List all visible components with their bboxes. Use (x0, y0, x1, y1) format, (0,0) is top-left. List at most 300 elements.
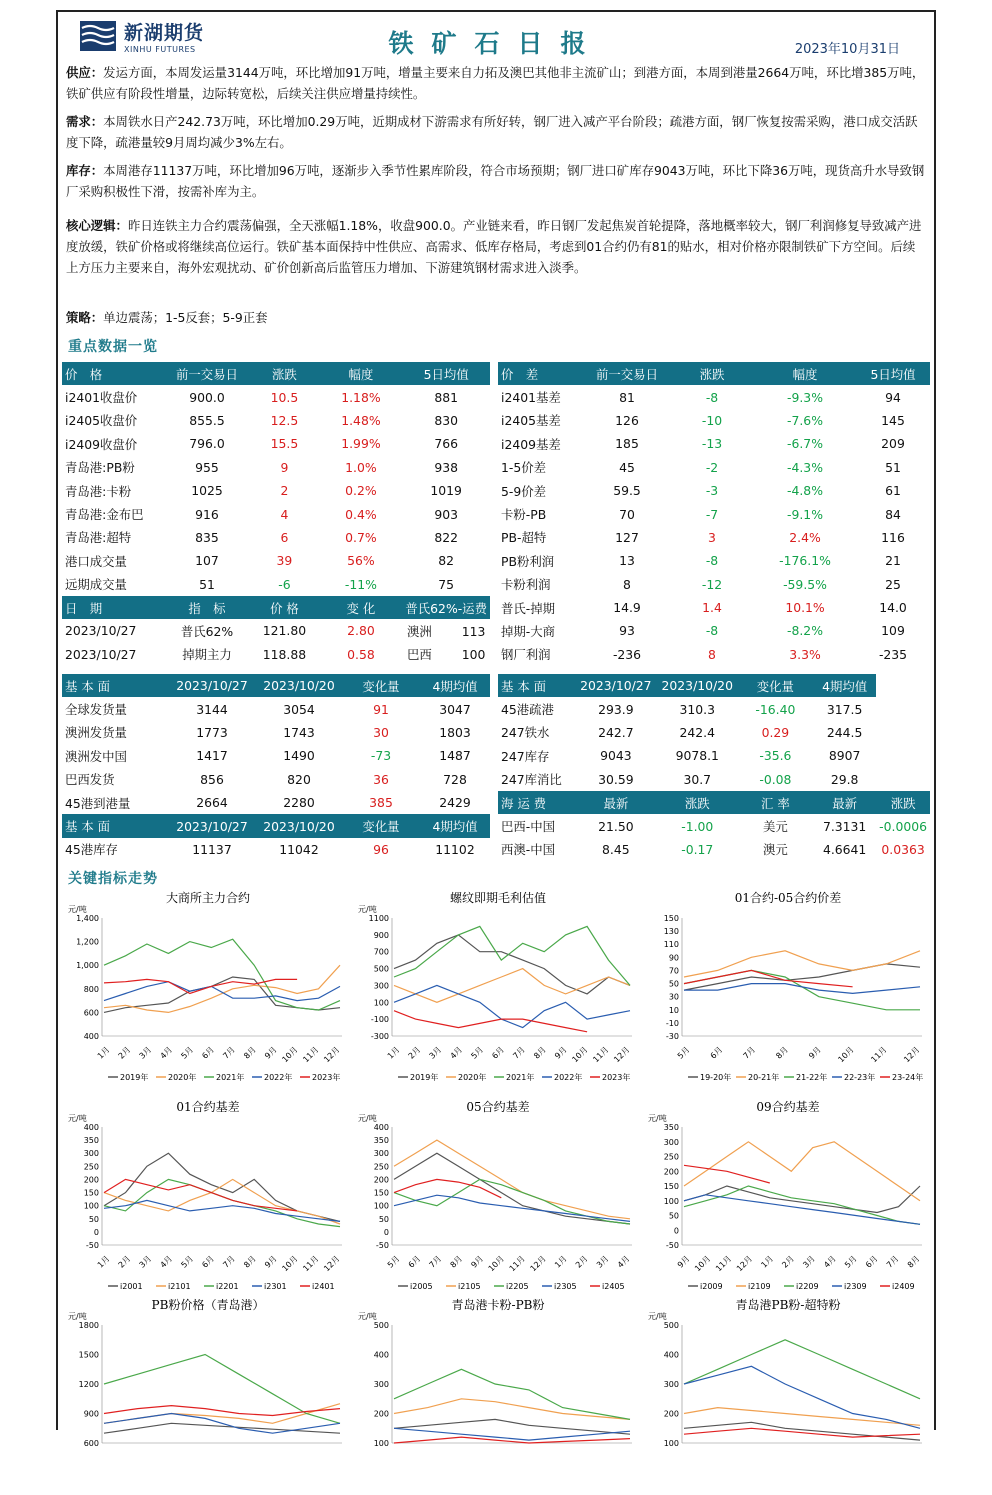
y-tick-label: -10 (665, 1018, 679, 1028)
table-row (62, 549, 490, 572)
chart-8 (646, 1295, 930, 1495)
legend-label: 20-21年 (748, 1073, 780, 1082)
chart-title: 青岛港卡粉-PB粉 (451, 1298, 545, 1312)
table-cell: 881 (434, 389, 459, 405)
table-row (62, 385, 490, 408)
table-cell: -4.3% (787, 459, 823, 475)
chart-2 (646, 888, 930, 1088)
table-row (498, 526, 930, 549)
y-tick-label: 0 (673, 1226, 679, 1236)
table-row (498, 409, 930, 432)
x-tick-label: 10月 (486, 1254, 506, 1274)
chart-title: PB粉价格（青岛港） (151, 1298, 265, 1312)
table-row (498, 721, 930, 744)
table-cell: 涨跌 (670, 362, 754, 385)
table-cell: 118.88 (262, 646, 307, 662)
y-tick-label: 600 (83, 1008, 99, 1018)
y-tick-label: 400 (373, 1123, 389, 1132)
table-row (62, 456, 490, 479)
table-cell: 145 (881, 412, 905, 428)
supply-label: 供应： (66, 65, 104, 80)
table-cell: -0.08 (759, 771, 792, 787)
table-cell: 9043 (600, 748, 632, 764)
table-cell: 2023/10/20 (256, 674, 342, 697)
x-tick-label: 10月 (280, 1045, 300, 1065)
table-row (498, 573, 930, 596)
table-cell: PB粉利润 (501, 553, 555, 569)
table-cell: 4期均值 (420, 814, 490, 837)
table-cell: 242.7 (598, 724, 634, 740)
y-tick-label: 130 (663, 927, 679, 937)
table-cell (402, 619, 490, 642)
legend-label: 2023年 (312, 1073, 341, 1082)
table-cell: 9078.1 (675, 748, 719, 764)
legend-label: i2401 (312, 1282, 335, 1291)
chart-unit: 元/吨 (358, 1114, 377, 1123)
chart-title: 大商所主力合约 (165, 891, 251, 905)
chart-title: 05合约基差 (466, 1100, 530, 1114)
x-tick-label: 2月 (116, 1254, 133, 1270)
x-tick-label: 12月 (322, 1254, 342, 1274)
y-tick-label: 350 (83, 1136, 99, 1146)
x-tick-label: 7月 (884, 1254, 901, 1270)
table-cell: i2401基差 (501, 390, 561, 406)
table-cell: 青岛港:金布巴 (65, 507, 144, 523)
x-tick-label: 3月 (801, 1254, 817, 1270)
chart-0 (66, 888, 350, 1088)
y-tick-label: 1,400 (76, 914, 99, 923)
x-tick-label: 10月 (570, 1045, 590, 1065)
table-cell: 59.5 (613, 483, 641, 499)
y-tick-label: 300 (83, 1149, 99, 1159)
table-cell: -2 (705, 459, 719, 475)
y-tick-label: 150 (83, 1188, 99, 1198)
y-tick-label: 800 (83, 984, 99, 994)
y-tick-label: 30 (668, 992, 679, 1002)
series-line (684, 1165, 770, 1183)
table-cell: 728 (443, 771, 467, 787)
series-line (394, 1369, 630, 1419)
table-row (498, 768, 930, 791)
x-tick-label: 6月 (490, 1045, 506, 1061)
y-tick-label: 200 (663, 1167, 679, 1177)
table-cell: 51 (885, 459, 901, 475)
strategy-label: 策略： (66, 310, 104, 325)
table-cell: 45港库存 (65, 842, 118, 858)
series-line (394, 1428, 630, 1440)
x-tick-label: 5月 (385, 1254, 402, 1270)
table-cell: 82 (438, 553, 455, 569)
legend-label: 2019年 (410, 1073, 439, 1082)
table-header (62, 674, 490, 697)
table-cell: 前一交易日 (165, 362, 250, 385)
table-cell: 1.4 (702, 600, 722, 616)
table-cell: i2401收盘价 (65, 390, 138, 406)
table-cell: 基 本 面 (62, 814, 168, 837)
x-tick-label: 1月 (95, 1045, 112, 1061)
x-tick-label: 8月 (242, 1254, 258, 1270)
table-row (62, 643, 490, 666)
table-cell: 普氏-掉期 (501, 600, 556, 616)
table-cell: i2409收盘价 (65, 436, 138, 452)
key-data-title: 重点数据一览 (68, 339, 158, 355)
series-line (394, 1011, 587, 1032)
y-tick-label: 250 (663, 1152, 679, 1162)
table-cell: -8 (705, 553, 719, 569)
x-tick-label: 7月 (221, 1045, 237, 1061)
y-tick-label: -50 (665, 1241, 679, 1250)
chart-svg (646, 888, 930, 1088)
price-table (62, 362, 490, 666)
series-line (684, 1142, 920, 1201)
x-tick-label: 2月 (406, 1045, 423, 1061)
table-cell: 0.7% (345, 529, 377, 545)
x-tick-label: 12月 (902, 1045, 922, 1065)
table-cell: -73 (370, 748, 392, 764)
table-cell: -0.17 (681, 841, 714, 857)
table-cell: 海 运 费 (498, 791, 575, 814)
table-cell: 127 (615, 529, 639, 545)
chart-title: 螺纹即期毛利估值 (449, 891, 547, 905)
y-tick-label: 0 (93, 1227, 99, 1237)
x-tick-label: 11月 (714, 1254, 734, 1274)
table-cell: -35.6 (759, 748, 792, 764)
table-row (62, 526, 490, 549)
legend-label: i2405 (602, 1282, 625, 1291)
table-row (498, 385, 930, 408)
table-cell: 3047 (439, 701, 471, 717)
legend-label: i2005 (410, 1282, 433, 1291)
chart-title: 01合约-05合约价差 (734, 891, 842, 905)
x-tick-label: 9月 (553, 1045, 569, 1061)
table-cell: 澳洲发中国 (65, 748, 127, 764)
legend-label: i2109 (748, 1282, 771, 1291)
table-cell: 36 (373, 771, 389, 787)
table-cell: 109 (881, 623, 905, 639)
table-cell: 2023/10/27 (575, 674, 657, 697)
y-tick-label: 400 (83, 1123, 99, 1132)
table-cell: 指 标 (165, 596, 250, 619)
table-cell: 8 (708, 646, 716, 662)
table-cell: 4期均值 (420, 674, 490, 697)
y-tick-label: 900 (373, 930, 389, 940)
table-row (498, 456, 930, 479)
legend-label: i2305 (554, 1282, 577, 1291)
report-date: 2023年10月31日 (794, 42, 900, 57)
table-row (62, 479, 490, 502)
y-tick-label: 200 (373, 1175, 389, 1185)
chart-unit: 元/吨 (68, 1114, 87, 1123)
x-tick-label: 2月 (780, 1254, 796, 1270)
y-tick-label: 1,200 (76, 937, 99, 947)
table-cell: 247库消比 (501, 772, 562, 788)
table-cell: 0.0363 (881, 841, 925, 857)
table-cell: 前一交易日 (584, 362, 670, 385)
table-row (62, 791, 490, 814)
y-tick-label: 1,000 (76, 961, 99, 971)
chart-svg (66, 1097, 350, 1297)
table-cell: 385 (369, 795, 393, 811)
table-cell: 293.9 (598, 701, 634, 717)
table-cell: -235 (878, 646, 908, 662)
y-tick-label: 90 (668, 953, 679, 963)
legend-label: i2205 (506, 1282, 529, 1291)
demand-paragraph (66, 111, 926, 153)
x-tick-label: 11月 (507, 1254, 527, 1274)
table-cell: 3.3% (789, 646, 821, 662)
table-row (498, 697, 930, 720)
x-tick-label: 5月 (179, 1254, 196, 1270)
table-row (62, 697, 490, 720)
x-tick-label: 10月 (836, 1045, 856, 1065)
table-row (62, 502, 490, 525)
table-cell: 209 (881, 436, 905, 452)
table-cell: 0.4% (345, 506, 377, 522)
table-row (62, 619, 490, 642)
x-tick-label: 12月 (734, 1254, 755, 1274)
series-line (394, 1419, 630, 1434)
report-frame (56, 10, 936, 1448)
chart-svg (646, 1295, 930, 1495)
table-cell: 15.5 (270, 436, 299, 452)
table-cell: 美元 (762, 819, 788, 835)
series-line (684, 984, 920, 994)
y-tick-label: 900 (83, 1409, 99, 1419)
table-cell: 11137 (192, 841, 232, 857)
demand-text: 本周铁水日产242.73万吨，环比增加0.29万吨，近期成材下游需求有所好转，钢厂进入减产平台阶段；疏港方面，钢厂恢复按需采购，港口成交活跃度下降，疏港量较9月周均减少3%左右。 (66, 114, 918, 150)
report-title: 铁矿石日报 (388, 29, 604, 58)
table-cell: 116 (881, 529, 905, 545)
x-tick-label: 6月 (863, 1254, 880, 1270)
table-cell: 56% (347, 553, 375, 569)
table-cell: -6.7% (787, 436, 823, 452)
x-tick-label: 11月 (301, 1254, 321, 1274)
chart-7 (356, 1295, 640, 1495)
table-cell: 12.5 (270, 412, 299, 428)
y-tick-label: 400 (663, 1350, 679, 1360)
x-tick-label: 9月 (807, 1045, 823, 1061)
x-tick-label: 1月 (553, 1254, 569, 1270)
table-cell: 21.50 (598, 818, 634, 834)
x-tick-label: 1月 (759, 1254, 776, 1270)
table-cell: 普氏62%-运费 (402, 596, 490, 619)
table-cell: 11102 (435, 841, 475, 857)
table-cell: -16.40 (755, 701, 796, 717)
table-row (62, 432, 490, 455)
table-cell: 11042 (279, 841, 319, 857)
x-tick-label: 3月 (137, 1045, 154, 1061)
table-cell: 巴西-中国 (501, 819, 556, 835)
x-tick-label: 5月 (469, 1045, 486, 1061)
table-row (498, 838, 930, 861)
table-cell: -7.6% (787, 412, 823, 428)
y-tick-label: 50 (668, 979, 679, 989)
x-tick-label: 4月 (448, 1045, 465, 1061)
x-tick-label: 10月 (693, 1254, 713, 1274)
table-cell: 30.7 (683, 771, 712, 787)
legend-label: 2020年 (458, 1073, 487, 1082)
table-cell: 21 (885, 553, 901, 569)
table-row (498, 549, 930, 572)
table-cell: 1417 (196, 748, 228, 764)
table-cell: 2023/10/27 (168, 674, 256, 697)
series-line (104, 1355, 340, 1424)
series-line (684, 951, 920, 977)
legend-label: 2022年 (554, 1073, 583, 1082)
table-cell: 93 (619, 623, 635, 639)
y-tick-label: 150 (373, 1188, 389, 1198)
table-cell: i2409基差 (501, 436, 561, 452)
table-cell: 856 (200, 771, 224, 787)
legend-label: 23-24年 (892, 1073, 924, 1082)
strategy-text: 单边震荡；1-5反套；5-9正套 (103, 310, 268, 325)
series-line (394, 935, 630, 994)
table-cell: 普氏62% (180, 623, 234, 639)
table-cell: 938 (434, 459, 459, 475)
table-cell: 45港疏港 (501, 702, 554, 718)
table-cell: 2.4% (789, 529, 821, 545)
table-cell: 121.80 (262, 623, 307, 639)
table-cell: 9 (280, 459, 289, 475)
table-header (498, 674, 930, 697)
series-line (684, 1366, 920, 1428)
y-tick-label: 50 (378, 1214, 389, 1224)
chart-1 (356, 888, 640, 1088)
chart-svg (356, 1295, 640, 1495)
x-tick-label: 7月 (427, 1254, 444, 1270)
x-tick-label: 2月 (573, 1254, 590, 1270)
table-row (498, 643, 930, 666)
x-tick-label: 8月 (774, 1045, 790, 1061)
table-cell: 5日均值 (856, 362, 930, 385)
x-tick-label: 3月 (137, 1254, 154, 1270)
x-tick-label: 7月 (221, 1254, 237, 1270)
chart-svg (66, 888, 350, 1088)
table-cell: 822 (434, 529, 459, 545)
table-cell: 5日均值 (402, 362, 490, 385)
table-cell: 全球发货量 (65, 702, 127, 718)
x-tick-label: 5月 (179, 1045, 196, 1061)
table-cell: -3 (705, 483, 719, 499)
x-tick-label: 5月 (675, 1045, 692, 1061)
table-cell: 3144 (196, 701, 228, 717)
y-tick-label: 150 (663, 1182, 679, 1191)
table-cell: 4 (280, 506, 289, 522)
y-tick-label: 100 (373, 998, 389, 1008)
spread-table (498, 362, 930, 666)
x-tick-label: 4月 (822, 1254, 838, 1270)
table-cell: 84 (885, 506, 901, 522)
stock-paragraph (66, 160, 926, 202)
chart-6 (66, 1295, 350, 1495)
x-tick-label: 12月 (322, 1045, 342, 1065)
legend-label: i2001 (120, 1282, 143, 1291)
table-cell: 最新 (813, 791, 876, 814)
table-cell: 2.80 (347, 623, 375, 639)
y-tick-label: 100 (373, 1439, 389, 1448)
table-cell: 0.29 (761, 724, 790, 740)
table-cell: 2664 (196, 795, 228, 811)
y-tick-label: 700 (373, 947, 389, 957)
table-cell: -4.8% (787, 483, 823, 499)
legend-label: i2201 (216, 1282, 239, 1291)
x-tick-label: 6月 (200, 1045, 216, 1061)
table-cell: 91 (373, 701, 389, 717)
x-tick-label: 9月 (263, 1045, 279, 1061)
table-cell: 2023/10/27 (65, 623, 137, 639)
table-cell: 903 (434, 506, 459, 522)
table-cell: 247铁水 (501, 725, 550, 741)
y-tick-label: 600 (83, 1439, 99, 1448)
y-tick-label: 250 (373, 1162, 389, 1172)
table-cell: 1743 (283, 724, 315, 740)
legend-label: 19-20年 (700, 1073, 732, 1082)
y-tick-label: 110 (663, 940, 679, 950)
table-row (498, 814, 930, 837)
legend-label: 2021年 (216, 1073, 245, 1082)
table-cell: 卡粉利润 (501, 577, 551, 593)
y-tick-label: 500 (663, 1321, 679, 1330)
x-tick-label: 1月 (385, 1045, 402, 1061)
series-line (684, 1408, 920, 1426)
table-cell: 1773 (196, 724, 228, 740)
table-cell: 855.5 (189, 412, 225, 428)
table-row (498, 432, 930, 455)
chart-unit: 元/吨 (648, 1114, 667, 1123)
x-tick-label: 6月 (406, 1254, 423, 1270)
y-tick-label: 350 (663, 1123, 679, 1132)
table-cell: -6 (278, 576, 291, 592)
chart-3 (66, 1097, 350, 1297)
freight-value: 113 (461, 623, 486, 639)
y-tick-label: 300 (373, 1380, 389, 1389)
table-row (62, 838, 490, 861)
x-tick-label: 5月 (843, 1254, 859, 1270)
table-cell: 澳洲发货量 (65, 725, 127, 741)
y-tick-label: 1800 (78, 1321, 99, 1330)
y-tick-label: 0 (383, 1227, 389, 1237)
table-header (62, 814, 490, 837)
table-cell: 51 (199, 576, 215, 592)
table-cell: 2023/10/20 (256, 814, 342, 837)
y-tick-label: 1200 (78, 1380, 99, 1389)
legend-label: 21-22年 (796, 1073, 828, 1082)
legend-label: 2023年 (602, 1073, 631, 1082)
table-cell: 涨跌 (657, 791, 738, 814)
y-tick-label: 100 (663, 1196, 679, 1206)
y-tick-label: 70 (668, 966, 679, 976)
core-paragraph (66, 215, 926, 278)
chart-svg (646, 1097, 930, 1297)
table-cell: 幅度 (754, 362, 856, 385)
chart-unit: 元/吨 (68, 905, 87, 914)
supply-paragraph (66, 62, 926, 104)
table-cell: 2429 (439, 795, 471, 811)
table-row (498, 479, 930, 502)
x-tick-label: 3月 (594, 1254, 611, 1270)
x-tick-label: 4月 (615, 1254, 632, 1270)
legend-label: 2020年 (168, 1073, 197, 1082)
chart-5 (646, 1097, 930, 1297)
table-row (62, 768, 490, 791)
x-tick-label: 11月 (591, 1045, 611, 1065)
y-tick-label: 100 (663, 1439, 679, 1448)
table-cell: 30.59 (598, 771, 634, 787)
table-cell: 2023/10/27 (168, 814, 256, 837)
table-row (498, 619, 930, 642)
fundamentals-right-table (498, 674, 930, 861)
table-cell: 巴西发货 (65, 772, 115, 788)
